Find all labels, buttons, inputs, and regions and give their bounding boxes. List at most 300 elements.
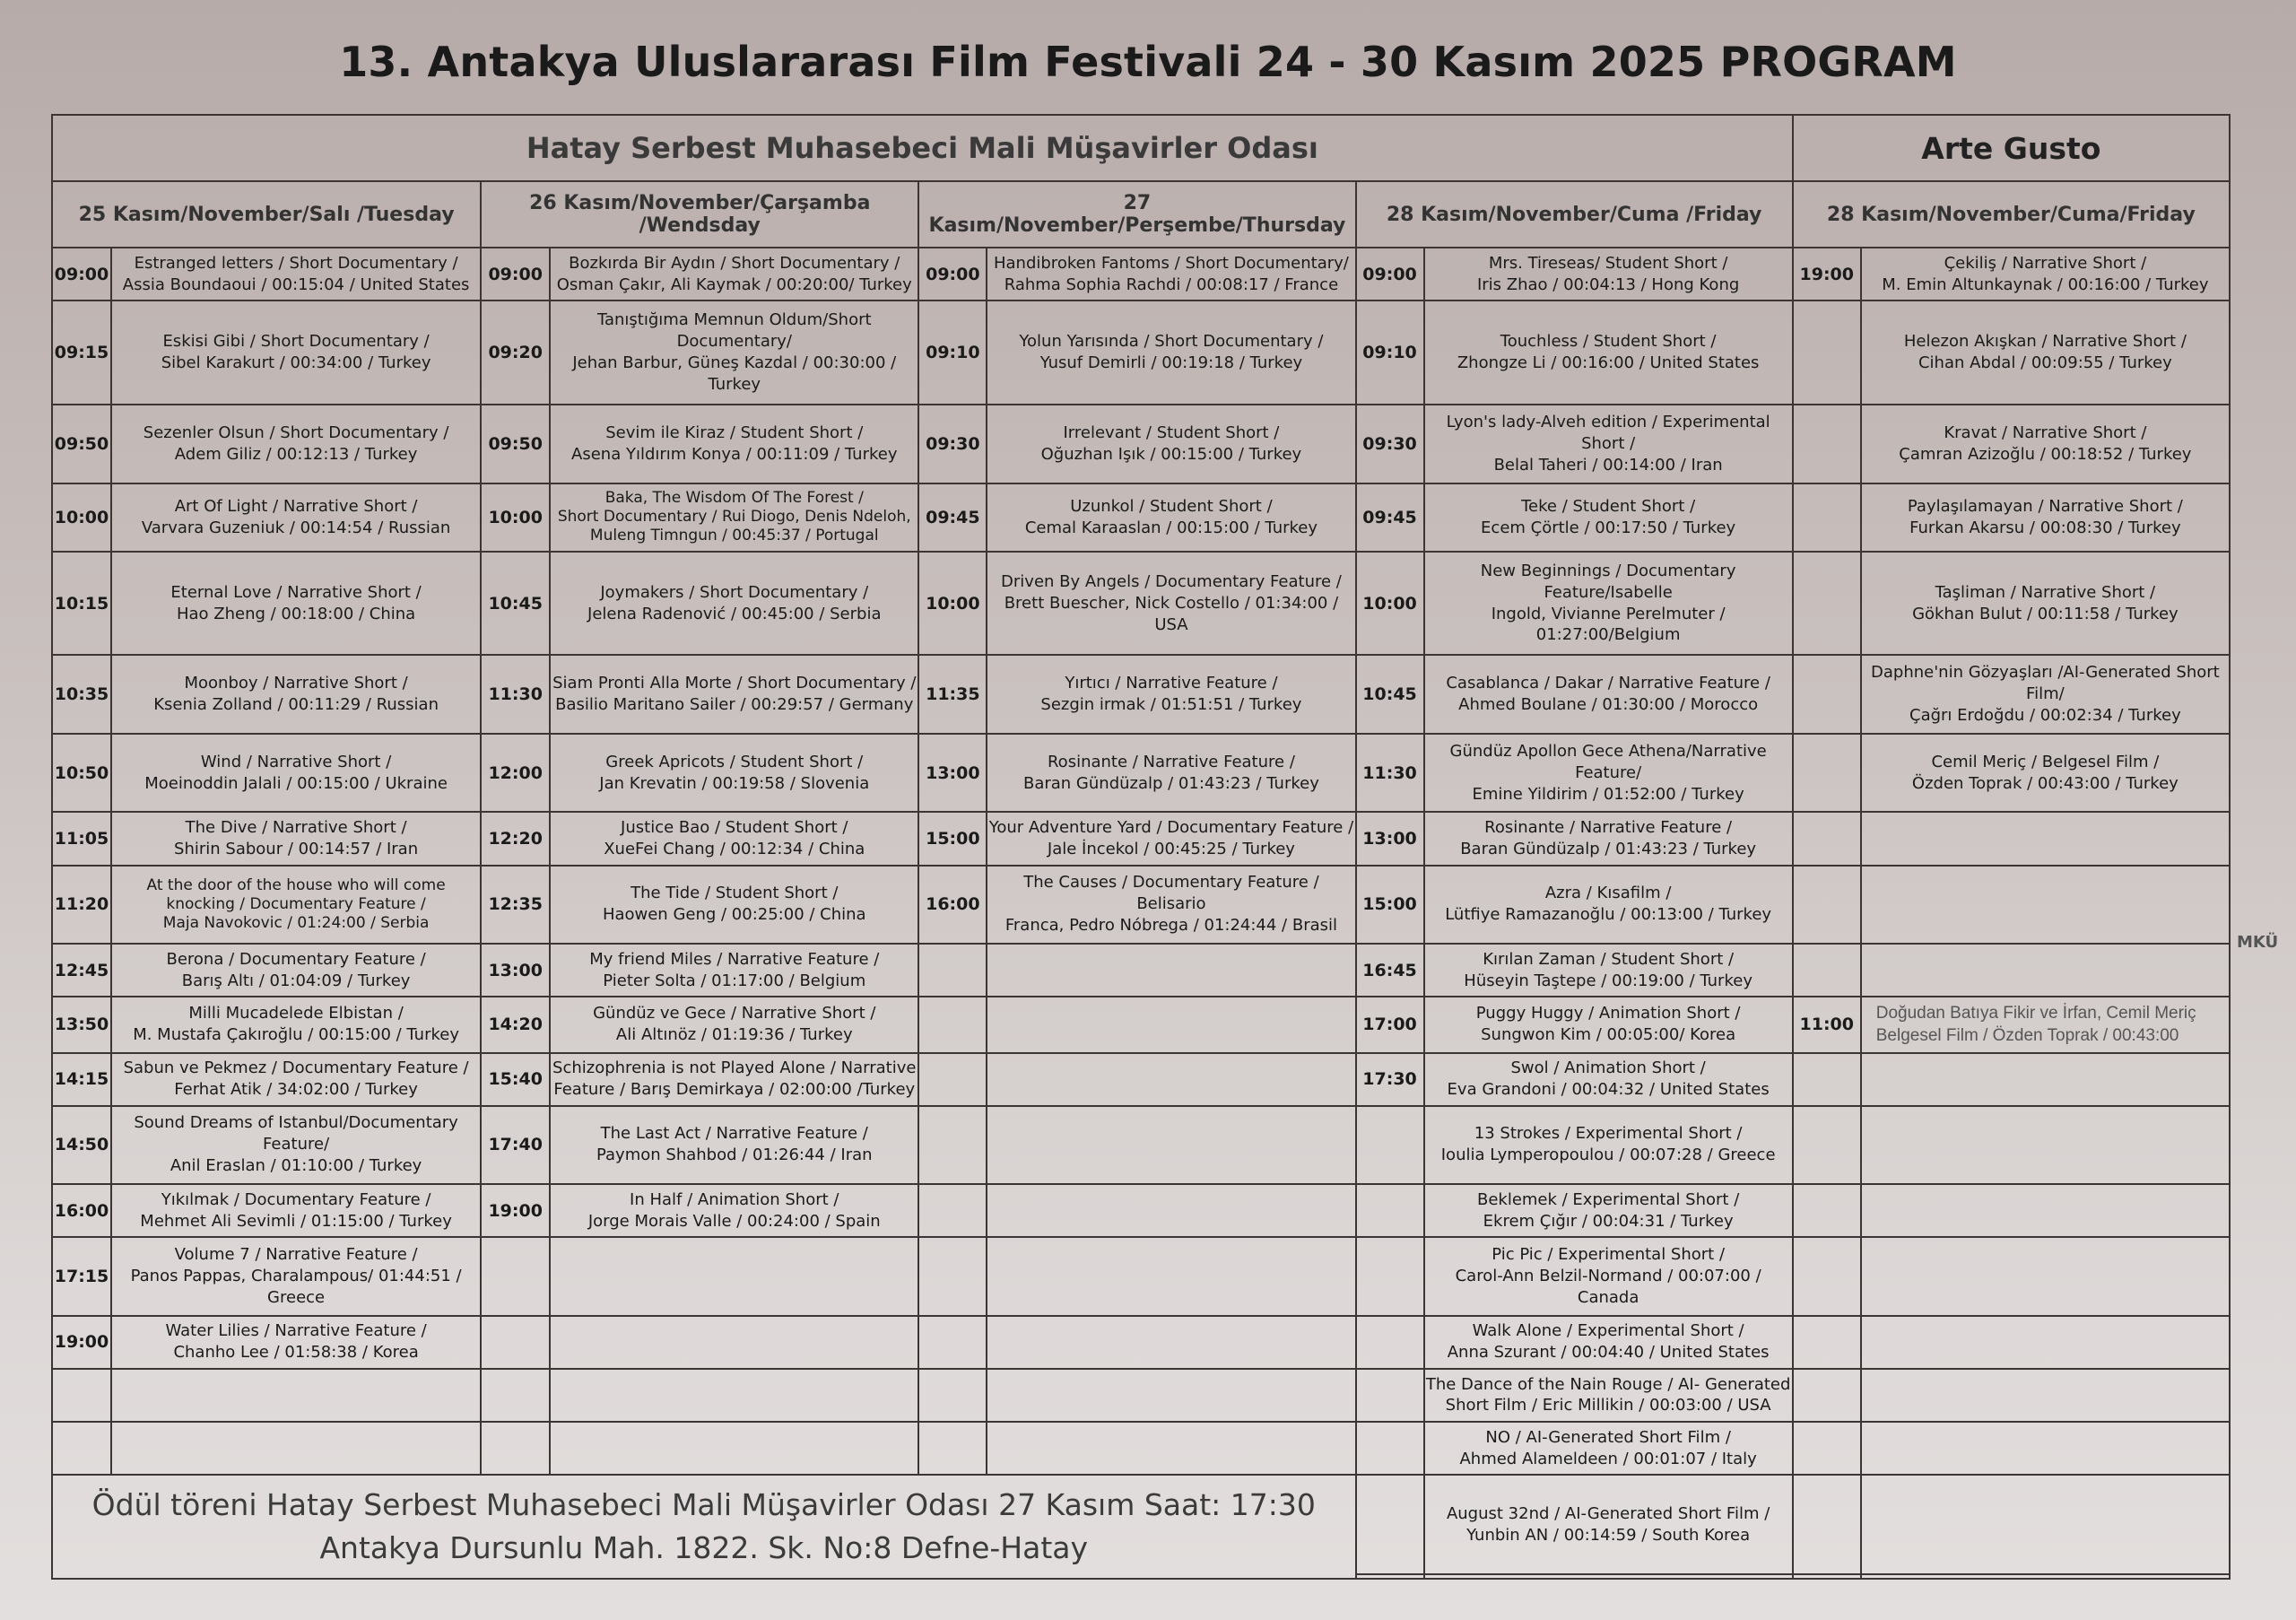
screening-line: Yırtıcı / Narrative Feature / [1065,674,1278,693]
time-cell [918,1316,987,1369]
day-header: 26 Kasım/November/Çarşamba /Wendsday [481,181,918,248]
screening-cell [1861,248,2230,300]
screening-cell [550,1106,918,1185]
screening-cell [987,655,1355,734]
time-cell: 09:15 [52,300,111,405]
screening-line: Shirin Sabour / 00:14:57 / Iran [174,840,419,859]
time-cell [918,944,987,997]
screening-line: Yunbin AN / 00:14:59 / South Korea [1466,1525,1751,1545]
screening-line: Pic Pic / Experimental Short / [1492,1245,1726,1265]
time-cell: 13:50 [52,997,111,1052]
screening-line: Barış Altı / 01:04:09 / Turkey [181,971,411,990]
screening-line: Paymon Shahbod / 01:26:44 / Iran [596,1145,873,1165]
time-cell: 10:00 [1356,552,1424,656]
time-cell [1356,1237,1424,1316]
screening-line: Moonboy / Narrative Short / [184,674,408,693]
time-cell [1793,1574,1861,1579]
time-cell: 09:00 [918,248,987,300]
time-cell [1356,1316,1424,1369]
screening-line: Volume 7 / Narrative Feature / [174,1245,418,1265]
screening-line: Sound Dreams of Istanbul/Documentary Feature/ [134,1113,458,1154]
time-cell: 11:05 [52,812,111,865]
time-cell [52,1422,111,1475]
screening-cell [111,483,481,552]
screening-line: Özden Toprak / 00:43:00 / Turkey [1911,773,2179,793]
screening-line: Çekiliş / Narrative Short / [1944,253,2147,273]
screening-cell [1861,1475,2230,1574]
screening-line: Paylaşılamayan / Narrative Short / [1907,496,2183,516]
time-cell [918,1237,987,1316]
screening-cell [1424,300,1793,405]
screening-line: Chanho Lee / 01:58:38 / Korea [173,1343,419,1363]
table-row [52,997,2230,1052]
screening-line: Jehan Barbur, Güneş Kazdal / 00:30:00 / Turkey [572,353,897,394]
screening-line: Kırılan Zaman / Student Short / [1483,949,1735,969]
time-cell [1793,1237,1861,1316]
screening-line: Belgesel Film / Özden Toprak / 00:43:00 [1875,1026,2179,1046]
screening-cell [987,1184,1355,1237]
screening-line: Rahma Sophia Rachdi / 00:08:17 / France [1004,274,1339,294]
screening-line: Yıkılmak / Documentary Feature / [161,1189,431,1209]
time-cell: 10:45 [481,552,550,656]
time-cell [1793,483,1861,552]
time-cell: 19:00 [1793,248,1861,300]
day-header: 27 Kasım/November/Perşembe/Thursday [918,181,1355,248]
time-cell [918,1184,987,1237]
screening-cell [987,1369,1355,1422]
time-cell: 14:50 [52,1106,111,1185]
screening-cell [550,552,918,656]
screening-line: Eternal Love / Narrative Short / [170,582,422,602]
time-cell: 12:35 [481,866,550,945]
day-header: 28 Kasım/November/Cuma/Friday [1793,181,2230,248]
time-cell: 09:50 [52,405,111,483]
screening-cell [1861,1422,2230,1475]
screening-cell [1424,1053,1793,1106]
screening-line: Ecem Çörtle / 00:17:50 / Turkey [1481,518,1736,537]
screening-line: Feature / Barış Demirkaya / 02:00:00 /Turkey [553,1080,916,1100]
screening-line: Sabun ve Pekmez / Documentary Feature / [123,1058,469,1078]
page-title: 13. Antakya Uluslararası Film Festivali 24 - 30 Kasım 2025 PROGRAM [339,38,1957,86]
screening-cell [550,734,918,813]
screening-line: Moeinoddin Jalali / 00:15:00 / Ukraine [144,773,448,793]
time-cell [1793,734,1861,813]
screening-line: Furkan Akarsu / 00:08:30 / Turkey [1909,518,2181,537]
time-cell [1793,1422,1861,1475]
time-cell: 09:45 [918,483,987,552]
screening-cell [111,1106,481,1185]
screening-line: Siam Pronti Alla Morte / Short Documentary / [552,674,917,693]
time-cell: 09:10 [1356,300,1424,405]
screening-line: Eskisi Gibi / Short Documentary / [162,332,430,352]
screening-cell [1861,1369,2230,1422]
screening-cell [1424,655,1793,734]
screening-cell [1861,655,2230,734]
time-cell: 17:40 [481,1106,550,1185]
time-cell: 11:30 [1356,734,1424,813]
screening-line: Greek Apricots / Student Short / [605,752,864,771]
time-cell: 19:00 [481,1184,550,1237]
time-cell: 10:00 [52,483,111,552]
screening-line: Casablanca / Dakar / Narrative Feature / [1446,674,1770,693]
time-cell [1793,1316,1861,1369]
screening-cell [1861,483,2230,552]
screening-line: Daphne'nin Gözyaşları /AI-Generated Short Film/ [1871,663,2220,704]
screening-cell [1861,552,2230,656]
time-cell: 16:00 [918,866,987,945]
screening-line: Ksenia Zolland / 00:11:29 / Russian [153,695,439,715]
time-cell: 09:00 [52,248,111,300]
screening-line: Ekrem Çığır / 00:04:31 / Turkey [1483,1211,1734,1231]
screening-line: Osman Çakır, Ali Kaymak / 00:20:00/ Turkey [556,274,912,294]
time-cell [1356,1369,1424,1422]
time-cell [918,1106,987,1185]
screening-line: The Causes / Documentary Feature / Belisario [1023,873,1319,914]
time-cell: 10:00 [918,552,987,656]
screening-cell [987,405,1355,483]
screening-line: Jan Krevatin / 00:19:58 / Slovenia [599,773,870,793]
screening-line: XueFei Chang / 00:12:34 / China [604,840,865,859]
table-row [52,866,2230,945]
screening-line: Rosinante / Narrative Feature / [1047,752,1295,771]
time-cell: 11:35 [918,655,987,734]
screening-cell [111,1184,481,1237]
table-row [52,1369,2230,1422]
screening-line: Estranged letters / Short Documentary / [134,253,458,273]
screening-line: Gündüz Apollon Gece Athena/Narrative Feature/ [1449,741,1767,782]
time-cell: 17:00 [1356,997,1424,1052]
schedule-table [51,114,2231,1580]
screening-cell [111,655,481,734]
screening-cell [987,1106,1355,1185]
time-cell [1793,1369,1861,1422]
time-cell: 13:00 [918,734,987,813]
table-row [52,1106,2230,1185]
screening-line: The Last Act / Narrative Feature / [600,1124,868,1144]
time-cell: 13:00 [481,944,550,997]
time-cell: 15:00 [1356,866,1424,945]
screening-cell [1424,405,1793,483]
screening-line: Basilio Maritano Sailer / 00:29:57 / Germany [555,695,914,715]
table-row [52,944,2230,997]
screening-cell [550,866,918,945]
table-row [52,1053,2230,1106]
screening-cell [1861,812,2230,865]
venue-header-main: Hatay Serbest Muhasebeci Mali Müşavirler Odası [52,115,1793,181]
screening-cell [1861,944,2230,997]
venue-header-second: Arte Gusto [1793,115,2230,181]
day-header: 28 Kasım/November/Cuma /Friday [1356,181,1793,248]
screening-line: Hao Zheng / 00:18:00 / China [176,604,416,623]
screening-line: Jale İncekol / 00:45:25 / Turkey [1047,840,1295,859]
screening-cell [1424,1475,1793,1574]
screening-cell [987,552,1355,656]
screening-cell [1424,552,1793,656]
screening-cell [1424,248,1793,300]
screening-line: Justice Bao / Student Short / [621,818,848,838]
screening-line: Zhongze Li / 00:16:00 / United States [1457,353,1760,373]
screening-cell [550,483,918,552]
screening-line: Lyon's lady-Alveh edition / Experimental Short / [1446,412,1770,453]
time-cell: 10:15 [52,552,111,656]
screening-line: Haowen Geng / 00:25:00 / China [602,905,866,925]
screening-line: Ahmed Boulane / 01:30:00 / Morocco [1458,695,1759,715]
screening-line: knocking / Documentary Feature / [166,894,426,913]
table-row [52,734,2230,813]
screening-line: Swol / Animation Short / [1510,1058,1706,1078]
time-cell: 10:35 [52,655,111,734]
screening-line: Çamran Azizoğlu / 00:18:52 / Turkey [1899,444,2192,464]
time-cell: 09:00 [481,248,550,300]
screening-line: Tanıştığıma Memnun Oldum/Short Documentary/ [596,310,872,352]
screening-cell [550,1237,918,1316]
screening-line: Muleng Timngun / 00:45:37 / Portugal [589,526,879,544]
time-cell [1356,1106,1424,1185]
screening-line: Ali Altınöz / 01:19:36 / Turkey [615,1025,853,1045]
screening-line: Beklemek / Experimental Short / [1476,1189,1740,1209]
screening-line: M. Mustafa Çakıroğlu / 00:15:00 / Turkey [133,1025,459,1045]
time-cell [1793,405,1861,483]
time-cell [481,1237,550,1316]
screening-cell [1861,1574,2230,1579]
time-cell [52,1369,111,1422]
screening-cell [1861,734,2230,813]
screening-cell [1861,1053,2230,1106]
screening-line: Baran Gündüzalp / 01:43:23 / Turkey [1460,840,1757,859]
time-cell: 10:45 [1356,655,1424,734]
screening-line: Anna Szurant / 00:04:40 / United States [1447,1343,1770,1363]
screening-cell [550,812,918,865]
time-cell [918,997,987,1052]
time-cell: 09:20 [481,300,550,405]
screening-cell [987,734,1355,813]
time-cell [481,1316,550,1369]
table-row [52,812,2230,865]
table-row [52,1475,2230,1574]
award-ceremony-note [52,1475,1356,1579]
screening-line: Varvara Guzeniuk / 00:14:54 / Russian [141,518,451,537]
screening-cell [1861,1316,2230,1369]
screening-line: At the door of the house who will come [146,876,446,895]
screening-line: Wind / Narrative Short / [200,752,392,771]
screening-cell [1861,997,2230,1052]
screening-line: M. Emin Altunkaynak / 00:16:00 / Turkey [1882,274,2209,294]
screening-cell [111,1422,481,1475]
screening-cell [987,866,1355,945]
screening-cell [1424,734,1793,813]
screening-cell [111,405,481,483]
screening-line: Ferhat Atik / 34:02:00 / Turkey [174,1080,418,1100]
screening-line: My friend Miles / Narrative Feature / [589,949,880,969]
screening-line: Jelena Radenović / 00:45:00 / Serbia [587,604,882,623]
time-cell [481,1369,550,1422]
table-row [52,300,2230,405]
screening-cell [111,300,481,405]
time-cell: 10:50 [52,734,111,813]
screening-cell [1424,483,1793,552]
time-cell: 16:45 [1356,944,1424,997]
screening-line: Rosinante / Narrative Feature / [1484,818,1733,838]
screening-line: Gündüz ve Gece / Narrative Short / [593,1004,876,1023]
time-cell: 17:30 [1356,1053,1424,1106]
screening-line: Sezgin irmak / 01:51:51 / Turkey [1040,695,1302,715]
screening-line: Anil Eraslan / 01:10:00 / Turkey [170,1156,422,1176]
screening-cell [111,1369,481,1422]
screening-line: Water Lilies / Narrative Feature / [165,1321,427,1341]
time-cell: 13:00 [1356,812,1424,865]
screening-cell [1424,1316,1793,1369]
screening-line: Puggy Huggy / Animation Short / [1475,1004,1741,1023]
screening-line: Doğudan Batıya Fikir ve İrfan, Cemil Meriç [1875,1004,2196,1023]
screening-line: Panos Pappas, Charalampous/ 01:44:51 / Greece [130,1267,462,1307]
screening-cell [987,1053,1355,1106]
screening-line: Driven By Angels / Documentary Feature / [1001,571,1342,591]
screening-line: Sezenler Olsun / Short Documentary / [143,422,449,442]
time-cell [1356,1422,1424,1475]
time-cell [1793,552,1861,656]
table-row [52,1184,2230,1237]
screening-line: Ioulia Lymperopoulou / 00:07:28 / Greece [1440,1145,1776,1165]
screening-cell [550,1316,918,1369]
time-cell [1793,655,1861,734]
screening-cell [1424,812,1793,865]
screening-line: Adem Giliz / 00:12:13 / Turkey [174,444,418,464]
time-cell [1356,1184,1424,1237]
time-cell [1793,812,1861,865]
time-cell: 09:30 [918,405,987,483]
screening-cell [111,997,481,1052]
time-cell: 15:00 [918,812,987,865]
time-cell: 15:40 [481,1053,550,1106]
table-row [52,248,2230,300]
time-cell: 14:20 [481,997,550,1052]
screening-line: Schizophrenia is not Played Alone / Narrative [552,1058,917,1078]
screening-cell [111,944,481,997]
screening-cell [987,997,1355,1052]
screening-line: Joymakers / Short Documentary / [600,582,869,602]
screening-cell [550,300,918,405]
time-cell [481,1422,550,1475]
time-cell [1793,944,1861,997]
screening-cell [1424,1369,1793,1422]
screening-line: The Dive / Narrative Short / [185,818,407,838]
time-cell [1793,1053,1861,1106]
table-row [52,655,2230,734]
screening-cell [1861,1106,2230,1185]
screening-line: Ingold, Vivianne Perelmuter / 01:27:00/Belgium [1491,604,1726,645]
time-cell [1793,1106,1861,1185]
time-cell [1356,1475,1424,1574]
time-cell: 09:10 [918,300,987,405]
time-cell: 16:00 [52,1184,111,1237]
time-cell [918,1422,987,1475]
screening-cell [987,483,1355,552]
screening-line: Cihan Abdal / 00:09:55 / Turkey [1918,353,2172,373]
screening-cell [1424,1422,1793,1475]
screening-cell [987,944,1355,997]
screening-cell [550,655,918,734]
screening-line: Uzunkol / Student Short / [1070,496,1273,516]
screening-line: Sungwon Kim / 00:05:00/ Korea [1481,1025,1736,1045]
screening-cell [1861,1237,2230,1316]
screening-line: Asena Yıldırım Konya / 00:11:09 / Turkey [571,444,898,464]
time-cell [1793,866,1861,945]
screening-line: Teke / Student Short / [1521,496,1696,516]
time-cell: 12:00 [481,734,550,813]
screening-cell [987,812,1355,865]
screening-line: New Beginnings / Documentary Feature/Isabelle [1480,561,1736,602]
screening-cell [550,1184,918,1237]
time-cell [1356,1574,1424,1579]
screening-cell [987,248,1355,300]
screening-cell [111,552,481,656]
screening-cell [1424,997,1793,1052]
screening-cell [1861,1184,2230,1237]
screening-line: Brett Buescher, Nick Costello / 01:34:00 / USA [1004,593,1339,634]
screening-line: Ahmed Alameldeen / 00:01:07 / Italy [1459,1449,1757,1468]
screening-cell [1424,1184,1793,1237]
time-cell: 09:50 [481,405,550,483]
screening-cell [111,734,481,813]
time-cell: 09:00 [1356,248,1424,300]
screening-line: In Half / Animation Short / [630,1189,839,1209]
screening-line: Lütfiye Ramazanoğlu / 00:13:00 / Turkey [1445,905,1772,925]
screening-line: Azra / Kısafilm / [1544,884,1672,903]
screening-cell [111,812,481,865]
screening-line: August 32nd / AI-Generated Short Film / [1446,1503,1770,1523]
screening-cell [1861,866,2230,945]
screening-line: Milli Mucadelede Elbistan / [188,1004,404,1023]
screening-line: Bozkırda Bir Aydın / Short Documentary / [569,253,900,273]
award-address-line: Antakya Dursunlu Mah. 1822. Sk. No:8 Defne-Hatay [319,1530,1089,1566]
screening-line: Mehmet Ali Sevimli / 01:15:00 / Turkey [140,1211,452,1231]
screening-cell [111,248,481,300]
screening-line: Yusuf Demirli / 00:19:18 / Turkey [1039,353,1303,373]
time-cell: 10:00 [481,483,550,552]
table-row [52,552,2230,656]
time-cell [1793,1475,1861,1574]
screening-cell [550,997,918,1052]
table-row [52,1237,2230,1316]
screening-line: Handibroken Fantoms / Short Documentary/ [993,253,1349,273]
screening-line: The Tide / Student Short / [631,884,839,903]
screening-line: Taşliman / Narrative Short / [1935,582,2156,602]
screening-line: Emine Yildirim / 01:52:00 / Turkey [1472,784,1744,804]
time-cell: 11:20 [52,866,111,945]
screening-line: Berona / Documentary Feature / [166,949,426,969]
table-row [52,483,2230,552]
screening-cell [550,944,918,997]
screening-line: Baran Gündüzalp / 01:43:23 / Turkey [1022,773,1319,793]
table-row [52,1316,2230,1369]
time-cell: 12:20 [481,812,550,865]
screening-line: Mrs. Tireseas/ Student Short / [1488,253,1728,273]
screening-line: Cemil Meriç / Belgesel Film / [1931,752,2160,771]
screening-line: Gökhan Bulut / 00:11:58 / Turkey [1912,604,2179,623]
screening-line: Hüseyin Taştepe / 00:19:00 / Turkey [1464,971,1752,990]
table-row [52,1422,2230,1475]
screening-cell [987,300,1355,405]
screening-line: Belal Taheri / 00:14:00 / Iran [1493,455,1723,475]
screening-line: Sibel Karakurt / 00:34:00 / Turkey [161,353,431,373]
day-header: 25 Kasım/November/Salı /Tuesday [52,181,481,248]
time-cell: 11:00 [1793,997,1861,1052]
screening-cell [1424,1237,1793,1316]
screening-line: NO / AI-Generated Short Film / [1485,1427,1731,1447]
screening-line: Irrelevant / Student Short / [1063,422,1280,442]
table-row [52,405,2230,483]
screening-cell [550,1422,918,1475]
